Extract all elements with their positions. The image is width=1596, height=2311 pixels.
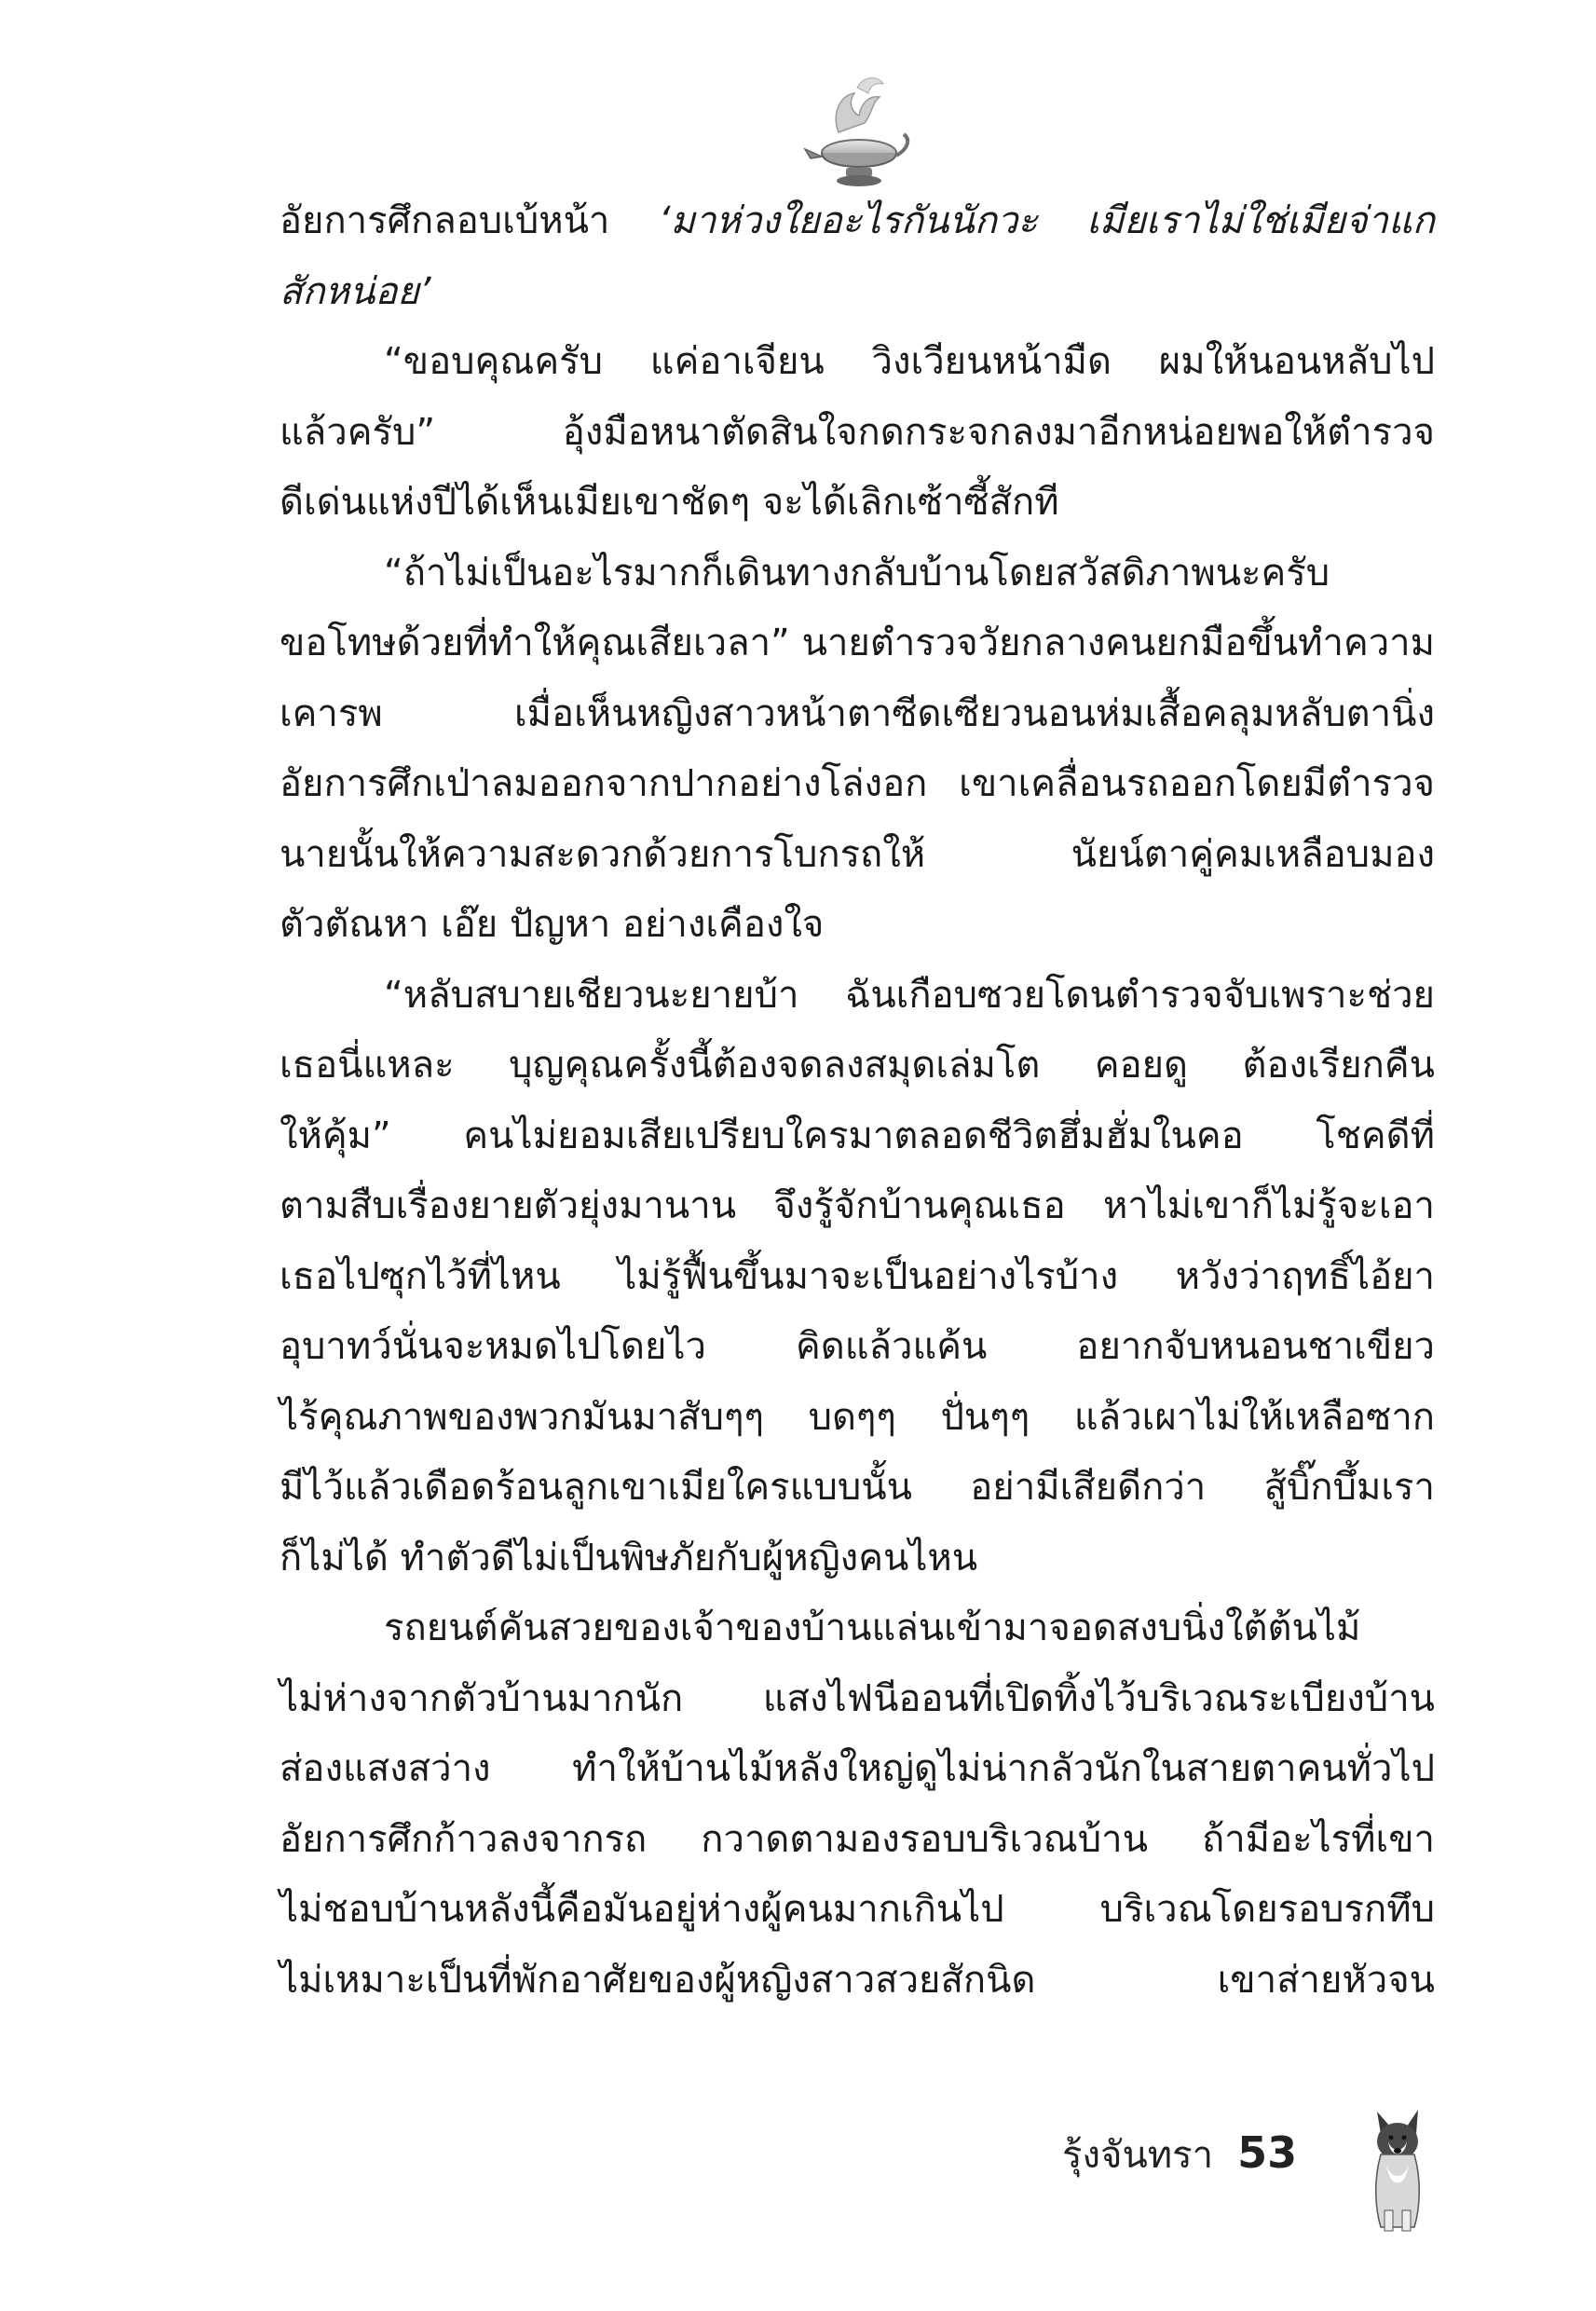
text-span: อุบาทว์นั่นจะหมดไปโดยไว คิดแล้วแค้น อยากจับหนอนชาเขียว xyxy=(280,1325,1435,1368)
text-line xyxy=(280,1453,1435,1524)
text-span: ไม่เหมาะเป็นที่พักอาศัยของผู้หญิงสาวสวยสักนิด เขาส่ายหัวจน xyxy=(280,1958,1435,2002)
text-line xyxy=(280,890,1435,961)
text-line xyxy=(280,749,1435,820)
text-line xyxy=(280,1031,1435,1101)
text-span: ให้คุ้ม” คนไม่ยอมเสียเปรียบใครมาตลอดชีวิตฮึ่มฮั่มในคอ โชคดีที่ xyxy=(280,1114,1435,1157)
text-span: ไม่ห่างจากตัวบ้านมากนัก แสงไฟนีออนที่เปิดทิ้งไว้บริเวณระเบียงบ้าน xyxy=(280,1676,1435,1720)
italic-thought-text: ‘มาห่วงใยอะไรกันนักวะ เมียเราไม่ใช่เมียจ่าแก xyxy=(658,199,1435,242)
text-line xyxy=(280,679,1435,750)
text-span: “ถ้าไม่เป็นอะไรมากก็เดินทางกลับบ้านโดยสวัสดิภาพนะครับ xyxy=(384,551,1330,595)
text-span: “หลับสบายเชียวนะยายบ้า ฉันเกือบซวยโดนตำรวจจับเพราะช่วย xyxy=(384,973,1435,1017)
text-line xyxy=(280,257,1435,328)
text-line xyxy=(280,1664,1435,1735)
text-span: มีไว้แล้วเดือดร้อนลูกเขาเมียใครแบบนั้น อย่ามีเสียดีกว่า สู้บิ๊กบึ้มเรา xyxy=(280,1466,1435,1509)
text-span: อัยการศึกก้าวลงจากรถ กวาดตามองรอบบริเวณบ้าน ถ้ามีอะไรที่เขา xyxy=(280,1817,1435,1861)
text-line xyxy=(280,1524,1435,1594)
text-line xyxy=(280,1383,1435,1454)
book-title: รุ้งจันทรา xyxy=(1062,2134,1214,2177)
text-span: ส่องแสงสว่าง ทำให้บ้านไม้หลังใหญ่ดูไม่น่ากลัวนักในสายตาคนทั่วไป xyxy=(280,1747,1435,1790)
text-span: ไม่ชอบบ้านหลังนี้คือมันอยู่ห่างผู้คนมากเกินไป บริเวณโดยรอบรกทึบ xyxy=(280,1888,1435,1931)
text-line xyxy=(280,327,1435,398)
text-span: นายนั้นให้ความสะดวกด้วยการโบกรถให้ นัยน์ตาคู่คมเหลือบมอง xyxy=(280,832,1435,876)
text-span: รถยนต์คันสวยของเจ้าของบ้านแล่นเข้ามาจอดสงบนิ่งใต้ต้นไม้ xyxy=(384,1607,1361,1649)
text-span: อัยการศึกเป่าลมออกจากปากอย่างโล่งอก เขาเคลื่อนรถออกโดยมีตำรวจ xyxy=(280,762,1435,805)
husky-dog-icon xyxy=(1360,2106,1435,2236)
text-span: “ขอบคุณครับ แค่อาเจียน วิงเวียนหน้ามืด ผมให้นอนหลับไป xyxy=(384,340,1435,383)
text-line xyxy=(280,820,1435,891)
page-number: 53 xyxy=(1237,2127,1298,2178)
text-line xyxy=(280,398,1435,469)
text-span: เธอนี่แหละ บุญคุณครั้งนี้ต้องจดลงสมุดเล่มโต คอยดู ต้องเรียกคืน xyxy=(280,1044,1435,1087)
text-span: อัยการศึกลอบเบ้หน้า xyxy=(280,199,659,242)
text-span: ดีเด่นแห่งปีได้เห็นเมียเขาชัดๆ จะได้เลิกเซ้าซี้สักที xyxy=(280,481,1059,524)
text-span: ตัวตัณหา เอ๊ย ปัญหา อย่างเคืองใจ xyxy=(280,903,825,946)
text-span: แล้วครับ” อุ้งมือหนาตัดสินใจกดกระจกลงมาอีกหน่อยพอให้ตำรวจ xyxy=(280,410,1435,454)
text-span: ไร้คุณภาพของพวกมันมาสับๆๆ บดๆๆ ปั่นๆๆ แล้วเผาไม่ให้เหลือซาก xyxy=(280,1395,1435,1439)
text-line xyxy=(280,1734,1435,1805)
text-line xyxy=(280,1805,1435,1876)
text-line xyxy=(280,961,1435,1032)
text-line xyxy=(280,609,1435,679)
text-line xyxy=(280,1171,1435,1242)
text-span: ก็ไม่ได้ ทำตัวดีไม่เป็นพิษภัยกับผู้หญิงคนไหน xyxy=(280,1536,978,1579)
text-span: ขอโทษด้วยที่ทำให้คุณเสียเวลา” นายตำรวจวัยกลางคนยกมือขึ้นทำความ xyxy=(280,622,1435,664)
text-line xyxy=(280,468,1435,539)
text-line xyxy=(280,1101,1435,1172)
text-span: เธอไปซุกไว้ที่ไหน ไม่รู้ฟื้นขึ้นมาจะเป็นอย่างไรบ้าง หวังว่าฤทธิ์ไอ้ยา xyxy=(280,1254,1435,1298)
body-text xyxy=(280,186,1435,2016)
text-span: ตามสืบเรื่องยายตัวยุ่งมานาน จึงรู้จักบ้านคุณเธอ หาไม่เขาก็ไม่รู้จะเอา xyxy=(280,1184,1435,1227)
text-line xyxy=(280,186,1435,257)
text-line xyxy=(280,1593,1435,1664)
text-line xyxy=(280,1312,1435,1383)
text-line xyxy=(280,1875,1435,1946)
text-span: เคารพ เมื่อเห็นหญิงสาวหน้าตาซีดเซียวนอนห่มเสื้อคลุมหลับตานิ่ง xyxy=(280,691,1435,735)
page-footer xyxy=(1062,2125,1297,2190)
italic-thought-text: สักหน่อย’ xyxy=(280,269,431,313)
text-line xyxy=(280,1946,1435,2017)
text-line xyxy=(280,539,1435,609)
text-line xyxy=(280,1242,1435,1313)
